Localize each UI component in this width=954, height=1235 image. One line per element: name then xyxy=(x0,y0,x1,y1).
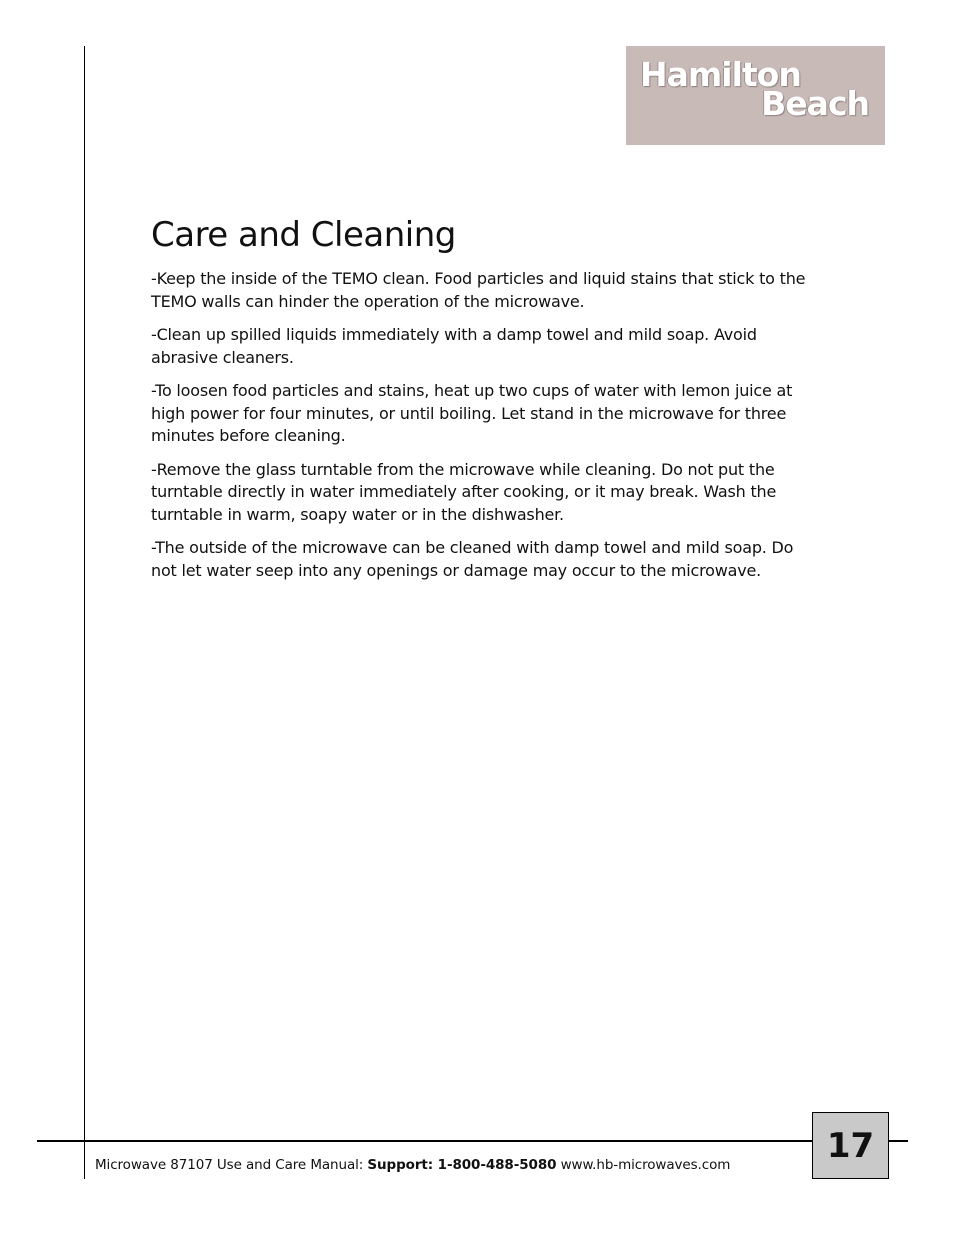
paragraph-loosen-stains: -To loosen food particles and stains, heat up two cups of water with lemon juice at high power for four minutes, or until boiling. Let stand in the microwave for three minutes before cleaning. xyxy=(151,381,793,445)
left-margin-rule xyxy=(84,46,85,1179)
footer-rule xyxy=(37,1140,812,1142)
hamilton-beach-logo xyxy=(626,46,885,145)
paragraph-spilled-liquids: -Clean up spilled liquids immediately with a damp towel and mild soap. Avoid abrasive cleaners. xyxy=(151,325,757,367)
footer-manual-title: Microwave 87107 Use and Care Manual: xyxy=(95,1157,368,1173)
page-number: 17 xyxy=(826,1125,875,1166)
footer-rule-right xyxy=(889,1140,908,1142)
footer-website: www.hb-microwaves.com xyxy=(556,1157,731,1173)
paragraph-turntable: -Remove the glass turntable from the microwave while cleaning. Do not put the turntable directly in water immediately after cooking, or it may break. Wash the turntable in warm, soapy water or in the dishwasher. xyxy=(151,459,777,524)
paragraph-keep-clean: -Keep the inside of the TEMO clean. Food particles and liquid stains that stick to the TEMO walls can hinder the operation of the microwave. xyxy=(151,269,806,311)
paragraph-outside-cleaning: -The outside of the microwave can be cleaned with damp towel and mild soap. Do not let water seep into any openings or damage may occur to the microwave. xyxy=(151,538,794,580)
footer-text xyxy=(95,1156,730,1174)
footer-support-phone: Support: 1-800-488-5080 xyxy=(367,1157,557,1173)
logo-line-hamilton: Hamilton xyxy=(640,55,801,94)
page-number-box xyxy=(812,1112,889,1179)
logo-line-beach: Beach xyxy=(761,84,869,123)
page-title: Care and Cleaning xyxy=(151,215,456,255)
care-instructions xyxy=(151,268,816,593)
